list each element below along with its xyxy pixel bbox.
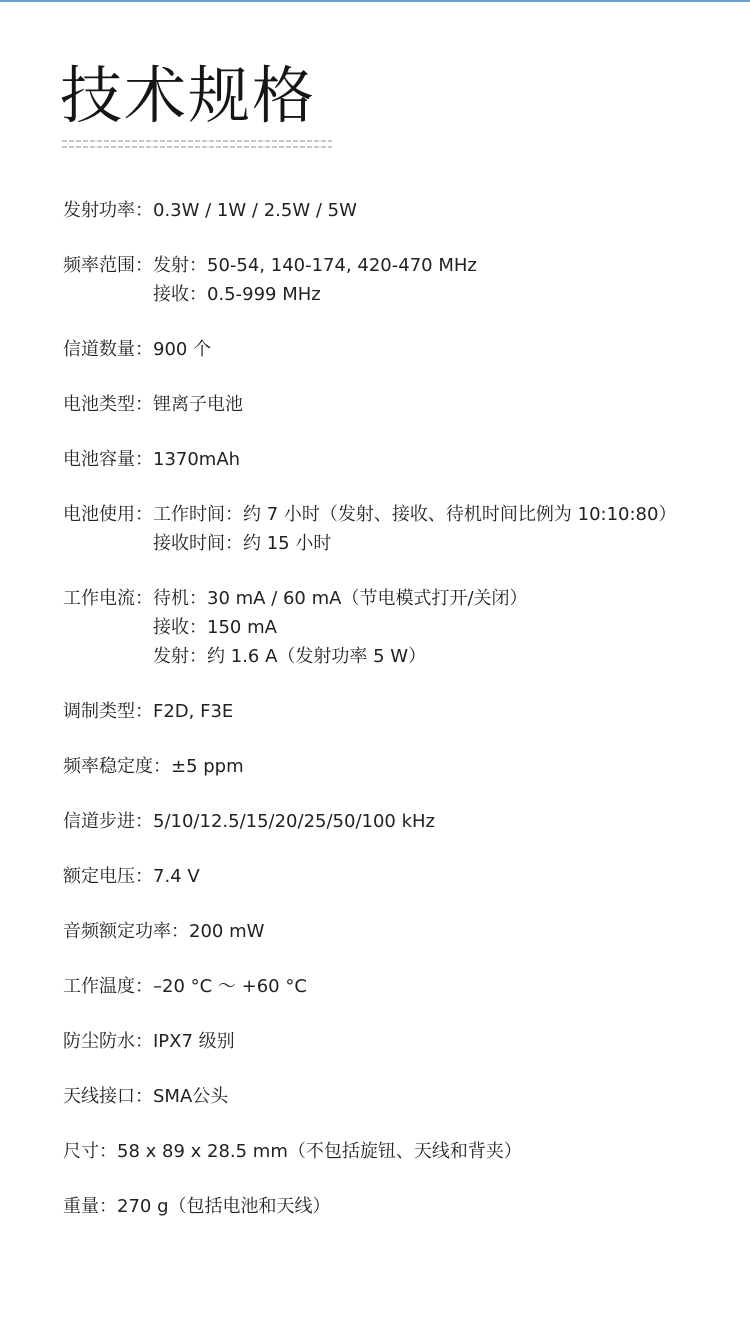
spec-values: [153, 196, 357, 225]
spec-value: 工作时间：约 7 小时（发射、接收、待机时间比例为 10:10:80）: [153, 504, 677, 525]
spec-value: 0.3W / 1W / 2.5W / 5W: [153, 200, 357, 221]
spec-values: [153, 390, 243, 419]
spec-row: [63, 390, 743, 419]
spec-value: 58 x 89 x 28.5 mm（不包括旋钮、天线和背夹）: [117, 1141, 522, 1162]
spec-values: [153, 251, 477, 309]
spec-label: 工作电流：: [63, 588, 153, 609]
spec-value: 7.4 V: [153, 866, 200, 887]
spec-value: 900 个: [153, 339, 212, 360]
spec-values: [153, 335, 211, 364]
spec-label: 额定电压：: [63, 866, 153, 887]
spec-value: 接收时间：约 15 小时: [153, 533, 332, 554]
spec-label: 防尘防水：: [63, 1031, 153, 1052]
spec-row: [63, 697, 743, 726]
page-title: 技术规格: [60, 59, 317, 132]
spec-label: 电池容量：: [63, 449, 153, 470]
spec-label: 天线接口：: [63, 1086, 153, 1107]
spec-value: 5/10/12.5/15/20/25/50/100 kHz: [153, 811, 435, 832]
spec-label: 音频额定功率：: [63, 921, 189, 942]
top-accent-line: [0, 0, 750, 2]
decoration-line: [62, 146, 332, 148]
spec-value: IPX7 级别: [153, 1031, 235, 1052]
spec-values: [153, 697, 233, 726]
spec-values: [153, 862, 200, 891]
spec-values: [189, 917, 264, 946]
spec-row: [63, 807, 743, 836]
spec-values: [153, 500, 676, 558]
spec-label: 频率稳定度：: [63, 756, 171, 777]
spec-row: [63, 1137, 743, 1166]
spec-label: 工作温度：: [63, 976, 153, 997]
spec-row: [63, 196, 743, 225]
spec-value: 200 mW: [189, 921, 265, 942]
spec-value: 接收：0.5-999 MHz: [153, 284, 321, 305]
spec-row: [63, 251, 743, 309]
spec-value: ±5 ppm: [171, 756, 244, 777]
spec-row: [63, 500, 743, 558]
spec-row: [63, 972, 743, 1001]
spec-row: [63, 1082, 743, 1111]
title-decoration: [62, 140, 332, 152]
spec-row: [63, 917, 743, 946]
spec-value: –20 °C ～ +60 °C: [153, 976, 307, 997]
spec-list: [63, 196, 743, 1247]
spec-row: [63, 335, 743, 364]
spec-label: 重量：: [63, 1196, 117, 1217]
spec-value: 1370mAh: [153, 449, 241, 470]
spec-values: [153, 972, 307, 1001]
spec-values: [171, 752, 244, 781]
spec-value: SMA公头: [153, 1086, 229, 1107]
spec-row: [63, 752, 743, 781]
spec-value: 270 g（包括电池和天线）: [117, 1196, 331, 1217]
spec-row: [63, 1027, 743, 1056]
spec-values: [153, 584, 528, 671]
spec-row: [63, 584, 743, 671]
decoration-line: [62, 140, 332, 142]
spec-label: 频率范围：: [63, 255, 153, 276]
spec-label: 调制类型：: [63, 701, 153, 722]
spec-values: [153, 1082, 228, 1111]
spec-values: [153, 1027, 235, 1056]
spec-label: 电池使用：: [63, 504, 153, 525]
spec-row: [63, 862, 743, 891]
spec-label: 发射功率：: [63, 200, 153, 221]
spec-value: 待机：30 mA / 60 mA（节电模式打开/关闭）: [153, 588, 528, 609]
spec-row: [63, 445, 743, 474]
spec-label: 信道数量：: [63, 339, 153, 360]
spec-values: [117, 1137, 522, 1166]
spec-label: 信道步进：: [63, 811, 153, 832]
spec-values: [153, 445, 240, 474]
spec-value: 发射：约 1.6 A（发射功率 5 W）: [153, 646, 427, 667]
spec-values: [117, 1192, 331, 1221]
spec-value: 发射：50-54, 140-174, 420-470 MHz: [153, 255, 477, 276]
spec-value: 接收：150 mA: [153, 617, 277, 638]
spec-row: [63, 1192, 743, 1221]
spec-values: [153, 807, 435, 836]
spec-label: 尺寸：: [63, 1141, 117, 1162]
spec-value: F2D, F3E: [153, 701, 234, 722]
spec-value: 锂离子电池: [153, 394, 243, 415]
spec-label: 电池类型：: [63, 394, 153, 415]
